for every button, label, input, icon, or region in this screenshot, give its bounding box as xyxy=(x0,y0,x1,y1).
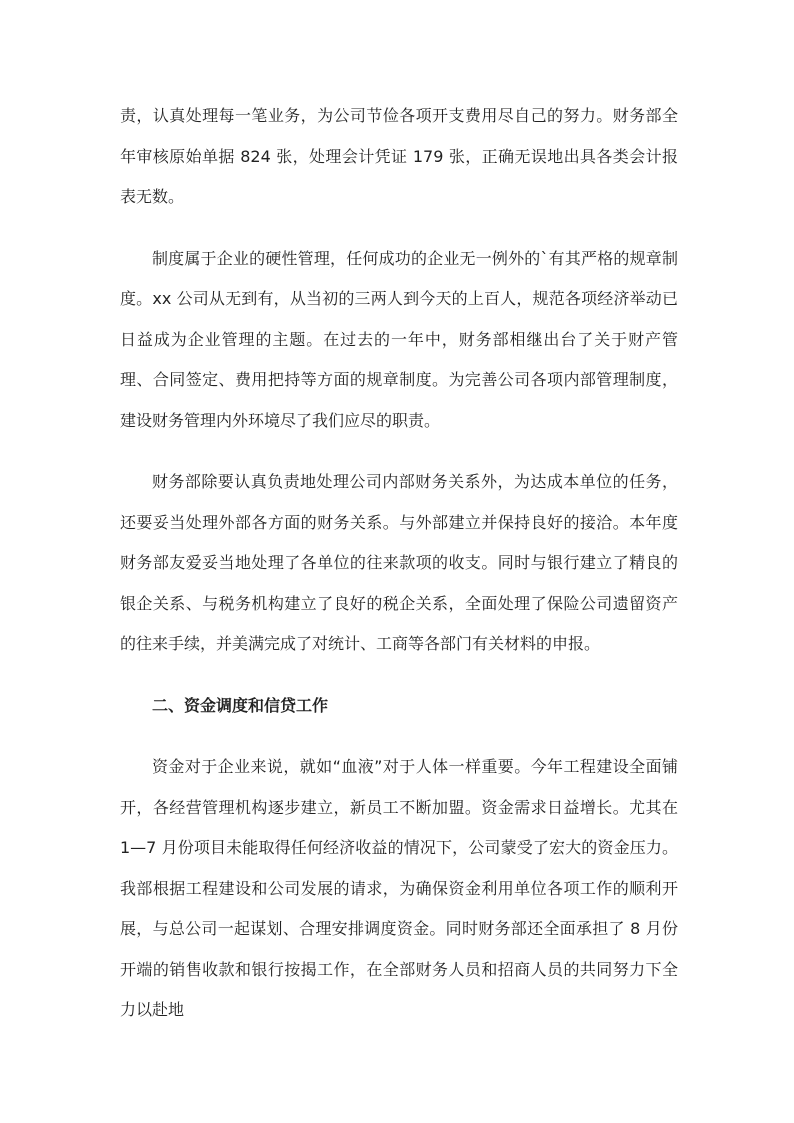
paragraph-regulations: 制度属于企业的硬性管理，任何成功的企业无一例外的`有其严格的规章制度。xx 公司从无到有，从当初的三两人到今天的上百人，规范各项经济举动已日益成为企业管理的主题。在过去的一年中，财务部相继出台了关于财产管理、合同签定、费用把持等方面的规章制度。为完善公司各项内部管理制度，建设财务管理内外环境尽了我们应尽的职责。 xyxy=(120,248,678,430)
document-page xyxy=(120,96,678,1031)
paragraph-external-relations: 财务部除要认真负责地处理公司内部财务关系外，为达成本单位的任务，还要妥当处理外部各方面的财务关系。与外部建立并保持良好的接洽。本年度财务部友爱妥当地处理了各单位的往来款项的收支。同时与银行建立了精良的银企关系、与税务机构建立了良好的税企关系，全面处理了保险公司遗留资产的往来手续，并美满完成了对统计、工商等各部门有关材料的申报。 xyxy=(120,472,678,653)
paragraph-continuation: 责，认真处理每一笔业务，为公司节俭各项开支费用尽自己的努力。财务部全年审核原始单据 824 张，处理会计凭证 179 张，正确无误地出具各类会计报表无数。 xyxy=(120,106,678,206)
paragraph-funding: 资金对于企业来说，就如“血液”对于人体一样重要。今年工程建设全面铺开，各经营管理机构逐步建立，新员工不断加盟。资金需求日益增长。尤其在 1—7 月份项目未能取得任何经济收益的情况下，公司蒙受了宏大的资金压力。我部根据工程建设和公司发展的请求，为确保资金利用单位各项工作的顺利开展，与总公司一起谋划、合理安排调度资金。同时财务部还全面承担了 8 月份开端的销售收款和银行按揭工作，在全部财务人员和招商人员的共同努力下全力以赴地 xyxy=(120,757,678,1019)
section-heading: 二、资金调度和信贷工作 xyxy=(152,695,329,715)
